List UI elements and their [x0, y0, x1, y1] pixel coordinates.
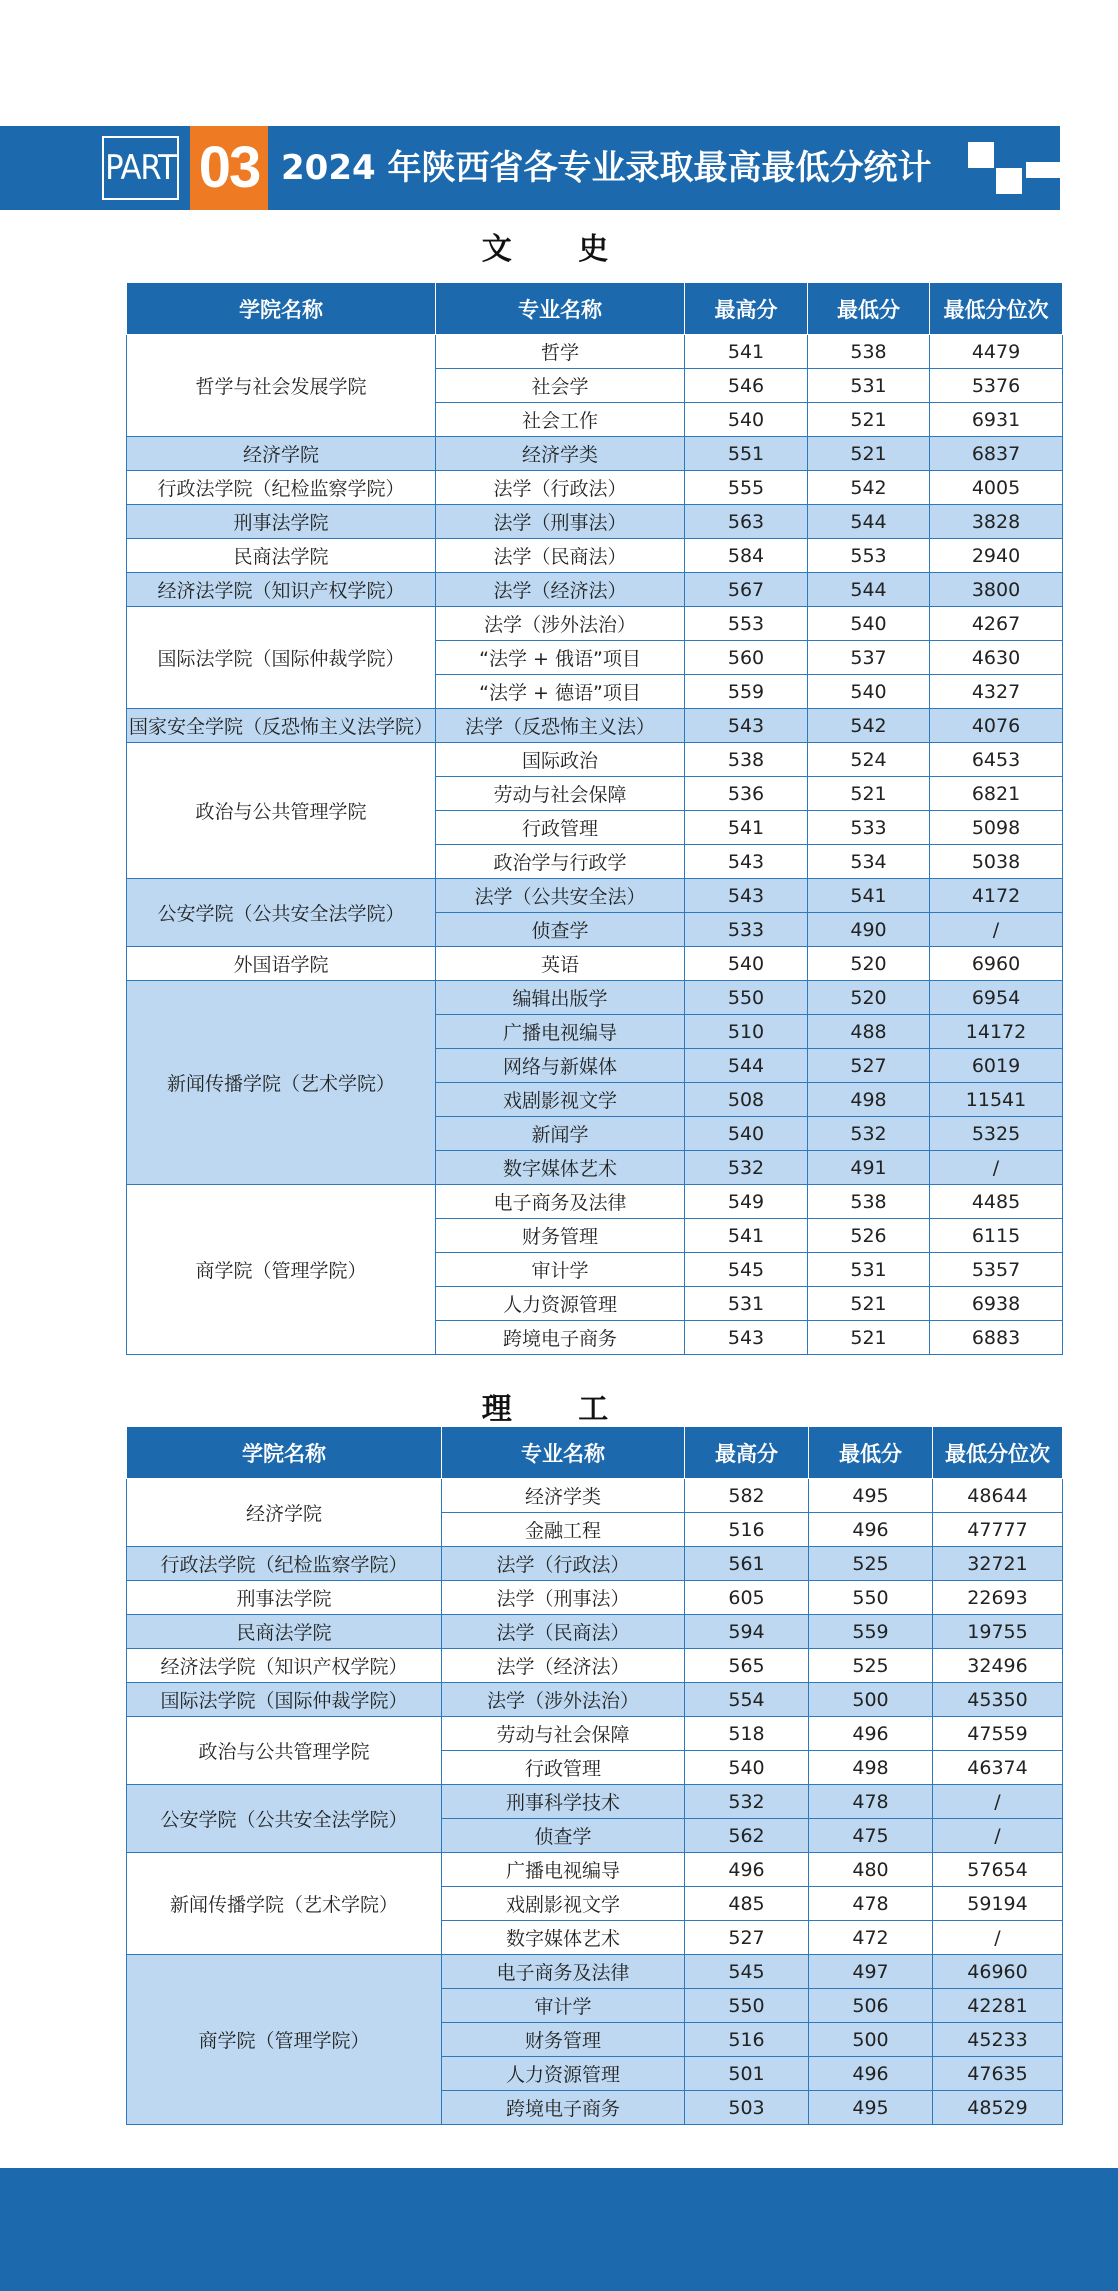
min-score-cell: 496	[809, 1513, 933, 1547]
major-cell: 行政管理	[442, 1751, 685, 1785]
section-title-science: 理 工	[481, 1392, 637, 1427]
min-score-cell: 542	[808, 709, 930, 743]
min-score-cell: 538	[808, 335, 930, 369]
min-rank-cell: 4005	[930, 471, 1063, 505]
min-rank-cell: 6938	[930, 1287, 1063, 1321]
min-score-cell: 521	[808, 1287, 930, 1321]
max-score-cell: 540	[685, 403, 808, 437]
major-cell: 电子商务及法律	[442, 1955, 685, 1989]
min-rank-cell: 5098	[930, 811, 1063, 845]
major-cell: 电子商务及法律	[436, 1185, 685, 1219]
min-rank-cell: 59194	[933, 1887, 1063, 1921]
header-major: 专业名称	[442, 1427, 685, 1479]
max-score-cell: 541	[685, 1219, 808, 1253]
major-cell: 网络与新媒体	[436, 1049, 685, 1083]
table-row	[127, 1717, 1063, 1751]
min-score-cell: 537	[808, 641, 930, 675]
min-rank-cell: 11541	[930, 1083, 1063, 1117]
min-score-cell: 544	[808, 505, 930, 539]
min-rank-cell: 4267	[930, 607, 1063, 641]
table-row	[127, 607, 1063, 641]
page-title: 2024 年陕西省各专业录取最高最低分统计	[281, 148, 932, 188]
max-score-cell: 510	[685, 1015, 808, 1049]
min-rank-cell: 5325	[930, 1117, 1063, 1151]
min-score-cell: 520	[808, 981, 930, 1015]
max-score-cell: 543	[685, 845, 808, 879]
college-cell: 经济学院	[127, 437, 436, 471]
major-cell: 戏剧影视文学	[442, 1887, 685, 1921]
min-rank-cell: 6019	[930, 1049, 1063, 1083]
min-rank-cell: /	[930, 1151, 1063, 1185]
major-cell: 人力资源管理	[436, 1287, 685, 1321]
min-score-cell: 496	[809, 1717, 933, 1751]
min-rank-cell: 6837	[930, 437, 1063, 471]
min-score-cell: 496	[809, 2057, 933, 2091]
min-rank-cell: 19755	[933, 1615, 1063, 1649]
max-score-cell: 527	[685, 1921, 809, 1955]
major-cell: 刑事科学技术	[442, 1785, 685, 1819]
table-row	[127, 1683, 1063, 1717]
min-rank-cell: 45233	[933, 2023, 1063, 2057]
min-rank-cell: 5357	[930, 1253, 1063, 1287]
max-score-cell: 555	[685, 471, 808, 505]
major-cell: 跨境电子商务	[442, 2091, 685, 2125]
table-row	[127, 573, 1063, 607]
min-score-cell: 525	[809, 1547, 933, 1581]
header-major: 专业名称	[436, 283, 685, 335]
header-min-score: 最低分	[809, 1427, 933, 1479]
major-cell: 经济学类	[436, 437, 685, 471]
max-score-cell: 540	[685, 947, 808, 981]
max-score-cell: 541	[685, 811, 808, 845]
max-score-cell: 508	[685, 1083, 808, 1117]
major-cell: 法学（刑事法）	[442, 1581, 685, 1615]
min-score-cell: 500	[809, 1683, 933, 1717]
min-rank-cell: 6821	[930, 777, 1063, 811]
table-row	[127, 1615, 1063, 1649]
max-score-cell: 543	[685, 1321, 808, 1355]
max-score-cell: 546	[685, 369, 808, 403]
major-cell: 法学（经济法）	[442, 1649, 685, 1683]
min-rank-cell: 5038	[930, 845, 1063, 879]
table-row	[127, 879, 1063, 913]
min-score-cell: 478	[809, 1785, 933, 1819]
college-cell: 民商法学院	[127, 539, 436, 573]
min-rank-cell: 46960	[933, 1955, 1063, 1989]
major-cell: 法学（反恐怖主义法）	[436, 709, 685, 743]
major-cell: 法学（经济法）	[436, 573, 685, 607]
table-row	[127, 947, 1063, 981]
table-row	[127, 471, 1063, 505]
major-cell: 法学（民商法）	[436, 539, 685, 573]
min-score-cell: 500	[809, 2023, 933, 2057]
header-college: 学院名称	[127, 1427, 442, 1479]
table-row	[127, 1785, 1063, 1819]
min-score-cell: 542	[808, 471, 930, 505]
min-rank-cell: 4172	[930, 879, 1063, 913]
min-rank-cell: 47777	[933, 1513, 1063, 1547]
major-cell: 编辑出版学	[436, 981, 685, 1015]
min-rank-cell: 47635	[933, 2057, 1063, 2091]
header-max-score: 最高分	[685, 1427, 809, 1479]
max-score-cell: 496	[685, 1853, 809, 1887]
max-score-cell: 503	[685, 2091, 809, 2125]
part-label: PART	[102, 136, 179, 200]
min-score-cell: 497	[809, 1955, 933, 1989]
max-score-cell: 541	[685, 335, 808, 369]
major-cell: 侦查学	[436, 913, 685, 947]
max-score-cell: 518	[685, 1717, 809, 1751]
min-rank-cell: 46374	[933, 1751, 1063, 1785]
part-number: 03	[190, 126, 268, 210]
major-cell: 审计学	[442, 1989, 685, 2023]
min-rank-cell: 6931	[930, 403, 1063, 437]
max-score-cell: 536	[685, 777, 808, 811]
min-score-cell: 553	[808, 539, 930, 573]
min-rank-cell: 22693	[933, 1581, 1063, 1615]
min-rank-cell: 32496	[933, 1649, 1063, 1683]
min-score-cell: 520	[808, 947, 930, 981]
major-cell: 法学（公共安全法）	[436, 879, 685, 913]
min-rank-cell: 6954	[930, 981, 1063, 1015]
table-header-row	[127, 1427, 1063, 1479]
major-cell: 广播电视编导	[442, 1853, 685, 1887]
college-cell: 公安学院（公共安全法学院）	[127, 1785, 442, 1853]
table-row	[127, 437, 1063, 471]
header-max-score: 最高分	[685, 283, 808, 335]
min-rank-cell: 3828	[930, 505, 1063, 539]
table-row	[127, 1853, 1063, 1887]
major-cell: 法学（行政法）	[442, 1547, 685, 1581]
min-rank-cell: /	[930, 913, 1063, 947]
college-cell: 行政法学院（纪检监察学院）	[127, 1547, 442, 1581]
min-score-cell: 524	[808, 743, 930, 777]
max-score-cell: 543	[685, 879, 808, 913]
max-score-cell: 550	[685, 1989, 809, 2023]
min-rank-cell: 4327	[930, 675, 1063, 709]
max-score-cell: 538	[685, 743, 808, 777]
banner-decoration	[1026, 126, 1060, 160]
min-score-cell: 544	[808, 573, 930, 607]
college-cell: 外国语学院	[127, 947, 436, 981]
table-row	[127, 1581, 1063, 1615]
max-score-cell: 551	[685, 437, 808, 471]
major-cell: 劳动与社会保障	[442, 1717, 685, 1751]
min-score-cell: 550	[809, 1581, 933, 1615]
table-header-row	[127, 283, 1063, 335]
min-rank-cell: 3800	[930, 573, 1063, 607]
min-score-cell: 527	[808, 1049, 930, 1083]
max-score-cell: 549	[685, 1185, 808, 1219]
max-score-cell: 582	[685, 1479, 809, 1513]
table-row	[127, 981, 1063, 1015]
major-cell: 英语	[436, 947, 685, 981]
min-score-cell: 521	[808, 1321, 930, 1355]
major-cell: 审计学	[436, 1253, 685, 1287]
major-cell: 法学（行政法）	[436, 471, 685, 505]
major-cell: 广播电视编导	[436, 1015, 685, 1049]
college-cell: 刑事法学院	[127, 1581, 442, 1615]
min-rank-cell: 2940	[930, 539, 1063, 573]
college-cell: 国家安全学院（反恐怖主义法学院）	[127, 709, 436, 743]
min-score-cell: 541	[808, 879, 930, 913]
min-score-cell: 540	[808, 607, 930, 641]
college-cell: 商学院（管理学院）	[127, 1185, 436, 1355]
max-score-cell: 563	[685, 505, 808, 539]
max-score-cell: 562	[685, 1819, 809, 1853]
major-cell: 金融工程	[442, 1513, 685, 1547]
min-rank-cell: 48529	[933, 2091, 1063, 2125]
college-cell: 国际法学院（国际仲裁学院）	[127, 607, 436, 709]
college-cell: 政治与公共管理学院	[127, 743, 436, 879]
college-cell: 政治与公共管理学院	[127, 1717, 442, 1785]
major-cell: 社会工作	[436, 403, 685, 437]
max-score-cell: 561	[685, 1547, 809, 1581]
college-cell: 民商法学院	[127, 1615, 442, 1649]
college-cell: 行政法学院（纪检监察学院）	[127, 471, 436, 505]
footer-bar	[0, 2168, 1118, 2291]
min-score-cell: 488	[808, 1015, 930, 1049]
min-rank-cell: 14172	[930, 1015, 1063, 1049]
max-score-cell: 560	[685, 641, 808, 675]
college-cell: 经济法学院（知识产权学院）	[127, 573, 436, 607]
college-cell: 公安学院（公共安全法学院）	[127, 879, 436, 947]
max-score-cell: 553	[685, 607, 808, 641]
major-cell: 法学（刑事法）	[436, 505, 685, 539]
min-rank-cell: /	[933, 1785, 1063, 1819]
major-cell: 政治学与行政学	[436, 845, 685, 879]
min-score-cell: 540	[808, 675, 930, 709]
min-score-cell: 559	[809, 1615, 933, 1649]
min-rank-cell: /	[933, 1819, 1063, 1853]
major-cell: 人力资源管理	[442, 2057, 685, 2091]
min-score-cell: 498	[809, 1751, 933, 1785]
table-row	[127, 1955, 1063, 1989]
min-rank-cell: 4479	[930, 335, 1063, 369]
min-score-cell: 491	[808, 1151, 930, 1185]
max-score-cell: 540	[685, 1117, 808, 1151]
major-cell: 财务管理	[436, 1219, 685, 1253]
college-cell: 刑事法学院	[127, 505, 436, 539]
header-college: 学院名称	[127, 283, 436, 335]
header-min-rank: 最低分位次	[933, 1427, 1063, 1479]
max-score-cell: 531	[685, 1287, 808, 1321]
max-score-cell: 543	[685, 709, 808, 743]
max-score-cell: 605	[685, 1581, 809, 1615]
table-row	[127, 1649, 1063, 1683]
min-score-cell: 495	[809, 2091, 933, 2125]
max-score-cell: 584	[685, 539, 808, 573]
major-cell: 跨境电子商务	[436, 1321, 685, 1355]
major-cell: 哲学	[436, 335, 685, 369]
score-table-liberal-arts	[126, 282, 1063, 1355]
min-score-cell: 531	[808, 369, 930, 403]
min-score-cell: 532	[808, 1117, 930, 1151]
table-row	[127, 743, 1063, 777]
header-min-score: 最低分	[808, 283, 930, 335]
major-cell: 法学（涉外法治）	[442, 1683, 685, 1717]
major-cell: 侦查学	[442, 1819, 685, 1853]
min-score-cell: 533	[808, 811, 930, 845]
max-score-cell: 501	[685, 2057, 809, 2091]
major-cell: 行政管理	[436, 811, 685, 845]
min-rank-cell: 6960	[930, 947, 1063, 981]
min-score-cell: 521	[808, 403, 930, 437]
major-cell: 数字媒体艺术	[442, 1921, 685, 1955]
max-score-cell: 545	[685, 1955, 809, 1989]
table-row	[127, 1479, 1063, 1513]
max-score-cell: 554	[685, 1683, 809, 1717]
min-rank-cell: 57654	[933, 1853, 1063, 1887]
max-score-cell: 532	[685, 1785, 809, 1819]
max-score-cell: 565	[685, 1649, 809, 1683]
major-cell: 财务管理	[442, 2023, 685, 2057]
min-rank-cell: 48644	[933, 1479, 1063, 1513]
min-score-cell: 534	[808, 845, 930, 879]
major-cell: 新闻学	[436, 1117, 685, 1151]
min-score-cell: 478	[809, 1887, 933, 1921]
max-score-cell: 544	[685, 1049, 808, 1083]
score-table-science	[126, 1426, 1063, 2125]
min-score-cell: 538	[808, 1185, 930, 1219]
college-cell: 新闻传播学院（艺术学院）	[127, 981, 436, 1185]
college-cell: 经济学院	[127, 1479, 442, 1547]
min-score-cell: 506	[809, 1989, 933, 2023]
max-score-cell: 533	[685, 913, 808, 947]
college-cell: 新闻传播学院（艺术学院）	[127, 1853, 442, 1955]
section-title-liberal-arts: 文 史	[481, 232, 637, 267]
college-cell: 哲学与社会发展学院	[127, 335, 436, 437]
min-score-cell: 480	[809, 1853, 933, 1887]
min-score-cell: 521	[808, 777, 930, 811]
header-min-rank: 最低分位次	[930, 283, 1063, 335]
major-cell: “法学 + 俄语”项目	[436, 641, 685, 675]
min-rank-cell: 47559	[933, 1717, 1063, 1751]
table-row	[127, 335, 1063, 369]
max-score-cell: 485	[685, 1887, 809, 1921]
min-score-cell: 490	[808, 913, 930, 947]
table-row	[127, 539, 1063, 573]
banner-decoration	[996, 168, 1022, 194]
max-score-cell: 540	[685, 1751, 809, 1785]
max-score-cell: 516	[685, 2023, 809, 2057]
min-rank-cell: 45350	[933, 1683, 1063, 1717]
max-score-cell: 559	[685, 675, 808, 709]
table-row	[127, 505, 1063, 539]
min-rank-cell: 5376	[930, 369, 1063, 403]
max-score-cell: 516	[685, 1513, 809, 1547]
college-cell: 经济法学院（知识产权学院）	[127, 1649, 442, 1683]
min-score-cell: 498	[808, 1083, 930, 1117]
min-score-cell: 495	[809, 1479, 933, 1513]
min-rank-cell: 6883	[930, 1321, 1063, 1355]
min-rank-cell: 32721	[933, 1547, 1063, 1581]
min-rank-cell: 4076	[930, 709, 1063, 743]
min-score-cell: 526	[808, 1219, 930, 1253]
max-score-cell: 594	[685, 1615, 809, 1649]
college-cell: 国际法学院（国际仲裁学院）	[127, 1683, 442, 1717]
major-cell: 法学（民商法）	[442, 1615, 685, 1649]
min-rank-cell: 42281	[933, 1989, 1063, 2023]
major-cell: 国际政治	[436, 743, 685, 777]
max-score-cell: 550	[685, 981, 808, 1015]
table-row	[127, 709, 1063, 743]
table-row	[127, 1185, 1063, 1219]
max-score-cell: 545	[685, 1253, 808, 1287]
min-score-cell: 525	[809, 1649, 933, 1683]
major-cell: 经济学类	[442, 1479, 685, 1513]
major-cell: 劳动与社会保障	[436, 777, 685, 811]
min-rank-cell: /	[933, 1921, 1063, 1955]
max-score-cell: 532	[685, 1151, 808, 1185]
max-score-cell: 567	[685, 573, 808, 607]
major-cell: 社会学	[436, 369, 685, 403]
min-score-cell: 472	[809, 1921, 933, 1955]
min-score-cell: 475	[809, 1819, 933, 1853]
min-rank-cell: 4630	[930, 641, 1063, 675]
major-cell: 法学（涉外法治）	[436, 607, 685, 641]
min-rank-cell: 4485	[930, 1185, 1063, 1219]
major-cell: 戏剧影视文学	[436, 1083, 685, 1117]
min-score-cell: 521	[808, 437, 930, 471]
table-row	[127, 1547, 1063, 1581]
college-cell: 商学院（管理学院）	[127, 1955, 442, 2125]
min-rank-cell: 6115	[930, 1219, 1063, 1253]
major-cell: 数字媒体艺术	[436, 1151, 685, 1185]
banner-decoration	[968, 142, 994, 168]
min-rank-cell: 6453	[930, 743, 1063, 777]
major-cell: “法学 + 德语”项目	[436, 675, 685, 709]
min-score-cell: 531	[808, 1253, 930, 1287]
banner-decoration	[1026, 162, 1060, 178]
